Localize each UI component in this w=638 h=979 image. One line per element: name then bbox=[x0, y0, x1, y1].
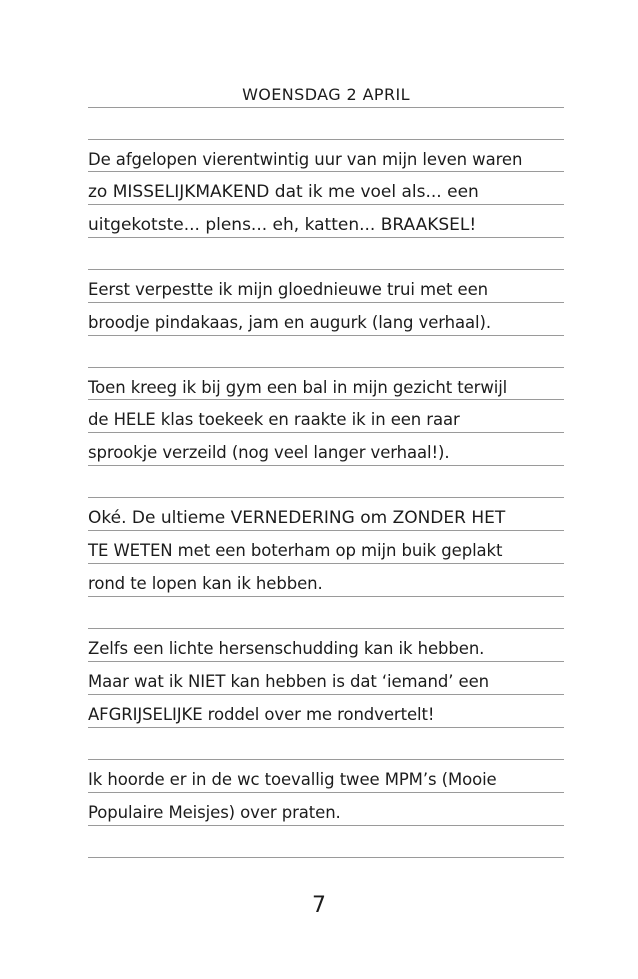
ruled-line bbox=[88, 335, 564, 336]
ruled-line bbox=[88, 139, 564, 140]
ruled-line bbox=[88, 432, 564, 433]
ruled-line bbox=[88, 628, 564, 629]
ruled-line bbox=[88, 792, 564, 793]
ruled-line bbox=[88, 171, 564, 172]
ruled-line bbox=[88, 596, 564, 597]
text-line-16: Zelfs een lichte hersenschudding kan ik hebben. bbox=[88, 639, 485, 658]
text-line-13: TE WETEN met een boterham op mijn buik geplakt bbox=[88, 541, 503, 560]
ruled-line bbox=[88, 497, 564, 498]
text-line-21: Populaire Meisjes) over praten. bbox=[88, 803, 341, 822]
text-line-3: uitgekotste... plens... eh, katten... BRAAKSEL! bbox=[88, 215, 477, 235]
ruled-line bbox=[88, 302, 564, 303]
ruled-line bbox=[88, 204, 564, 205]
ruled-line bbox=[88, 727, 564, 728]
text-line-18: AFGRIJSELIJKE roddel over me rondvertelt! bbox=[88, 705, 435, 724]
ruled-line bbox=[88, 465, 564, 466]
text-line-9: de HELE klas toekeek en raakte ik in een raar bbox=[88, 410, 460, 429]
ruled-line bbox=[88, 269, 564, 270]
text-line-8: Toen kreeg ik bij gym een bal in mijn gezicht terwijl bbox=[88, 378, 508, 397]
text-line-2: zo MISSELIJKMAKEND dat ik me voel als... een bbox=[88, 182, 479, 202]
ruled-line bbox=[88, 661, 564, 662]
text-line-17: Maar wat ik NIET kan hebben is dat ‘iemand’ een bbox=[88, 672, 490, 691]
ruled-line bbox=[88, 825, 564, 826]
text-line-5: Eerst verpestte ik mijn gloednieuwe trui met een bbox=[88, 280, 489, 299]
ruled-line bbox=[88, 563, 564, 564]
text-line-6: broodje pindakaas, jam en augurk (lang verhaal). bbox=[88, 313, 492, 332]
ruled-line bbox=[88, 759, 564, 760]
ruled-line bbox=[88, 399, 564, 400]
text-line-10: sprookje verzeild (nog veel langer verhaal!). bbox=[88, 443, 450, 462]
ruled-line bbox=[88, 107, 564, 108]
text-line-20: Ik hoorde er in de wc toevallig twee MPM’s (Mooie bbox=[88, 770, 497, 789]
text-line-14: rond te lopen kan ik hebben. bbox=[88, 574, 323, 593]
ruled-line bbox=[88, 857, 564, 858]
page-number: 7 bbox=[312, 893, 326, 918]
text-line-1: De afgelopen vierentwintig uur van mijn leven waren bbox=[88, 150, 523, 169]
date-heading: WOENSDAG 2 APRIL bbox=[242, 85, 410, 104]
ruled-line bbox=[88, 237, 564, 238]
ruled-line bbox=[88, 367, 564, 368]
ruled-line bbox=[88, 694, 564, 695]
text-line-12: Oké. De ultieme VERNEDERING om ZONDER HET bbox=[88, 508, 506, 528]
ruled-line bbox=[88, 530, 564, 531]
